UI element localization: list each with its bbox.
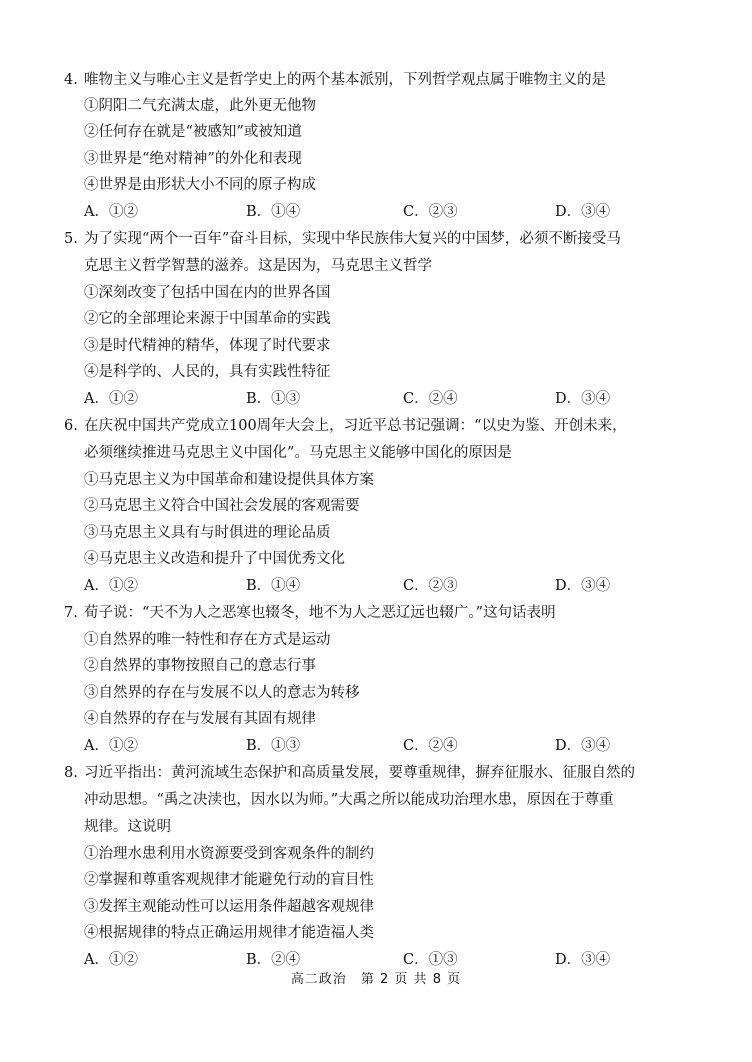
choice-d[interactable]: D．③④ (555, 738, 611, 754)
option-statement: ③马克思主义具有与时俱进的理论品质 (84, 525, 331, 541)
choice-c[interactable]: C．②③ (403, 578, 458, 594)
option-statement: ③自然界的存在与发展不以人的意志为转移 (84, 685, 360, 701)
option-statement: ④根据规律的特点正确运用规律才能造福人类 (84, 925, 374, 941)
answer-choices (0, 389, 752, 409)
option-statement: ③世界是“绝对精神”的外化和表现 (84, 151, 302, 167)
option-statement: ③是时代精神的精华，体现了时代要求 (84, 338, 331, 354)
option-statement: ②自然界的事物按照自己的意志行事 (84, 658, 316, 674)
option-statement: ②任何存在就是“被感知”或被知道 (84, 124, 302, 140)
answer-choices (0, 576, 752, 596)
question-stem-line: 为了实现“两个一百年”奋斗目标，实现中华民族伟大复兴的中国梦，必须不断接受马 (84, 231, 621, 247)
question-stem-line: 规律。这说明 (84, 819, 171, 835)
option-statement: ②掌握和尊重客观规律才能避免行动的盲目性 (84, 872, 374, 888)
choice-b[interactable]: B．①④ (246, 578, 301, 594)
question-stem-line: 克思主义哲学智慧的滋养。这是因为，马克思主义哲学 (84, 258, 432, 274)
question-number: 8. (64, 765, 78, 781)
option-statement: ①自然界的唯一特性和存在方式是运动 (84, 632, 331, 648)
option-statement: ①治理水患利用水资源要受到客观条件的制约 (84, 846, 374, 862)
choice-b[interactable]: B．①③ (246, 738, 301, 754)
question-number: 6. (64, 418, 78, 434)
question-number: 7. (64, 605, 78, 621)
choice-b[interactable]: B．①③ (246, 391, 301, 407)
choice-c[interactable]: C．②④ (403, 738, 458, 754)
choice-b[interactable]: B．②④ (246, 952, 301, 968)
option-statement: ③发挥主观能动性可以运用条件超越客观规律 (84, 899, 374, 915)
choice-a[interactable]: A．①② (84, 738, 138, 754)
question-stem-line: 唯物主义与唯心主义是哲学史上的两个基本派别，下列哲学观点属于唯物主义的是 (84, 72, 606, 88)
question-stem-line: 荀子说：“天不为人之恶寒也辍冬，地不为人之恶辽远也辍广。”这句话表明 (84, 605, 556, 621)
choice-a[interactable]: A．①② (84, 204, 138, 220)
page-footer: 高二政治 第 2 页 共 8 页 (290, 972, 462, 987)
option-statement: ①深刻改变了包括中国在内的世界各国 (84, 285, 331, 301)
question-stem-line: 习近平指出：黄河流域生态保护和高质量发展，要尊重规律，摒弃征服水、征服自然的 (84, 765, 635, 781)
option-statement: ①阴阳二气充满太虚，此外更无他物 (84, 98, 316, 114)
answer-choices (0, 736, 752, 756)
option-statement: ④世界是由形状大小不同的原子构成 (84, 177, 316, 193)
question-stem-line: 在庆祝中国共产党成立100周年大会上，习近平总书记强调：“以史为鉴、开创未来， (84, 418, 627, 434)
option-statement: ②马克思主义符合中国社会发展的客观需要 (84, 498, 360, 514)
question-stem-line: 必须继续推进马克思主义中国化”。马克思主义能够中国化的原因是 (84, 445, 512, 461)
question-stem-line: 冲动思想。“禹之决渎也，因水以为师。”大禹之所以能成功治理水患，原因在于尊重 (84, 792, 614, 808)
answer-choices (0, 950, 752, 970)
choice-a[interactable]: A．①② (84, 391, 138, 407)
choice-a[interactable]: A．①② (84, 952, 138, 968)
answer-choices (0, 202, 752, 222)
choice-d[interactable]: D．③④ (555, 391, 611, 407)
choice-c[interactable]: C．②③ (403, 204, 458, 220)
choice-a[interactable]: A．①② (84, 578, 138, 594)
choice-d[interactable]: D．③④ (555, 952, 611, 968)
choice-c[interactable]: C．②④ (403, 391, 458, 407)
question-number: 4. (64, 72, 78, 88)
option-statement: ④马克思主义改造和提升了中国优秀文化 (84, 551, 345, 567)
option-statement: ②它的全部理论来源于中国革命的实践 (84, 311, 331, 327)
option-statement: ④是科学的、人民的，具有实践性特征 (84, 364, 331, 380)
choice-c[interactable]: C．①③ (403, 952, 458, 968)
option-statement: ④自然界的存在与发展有其固有规律 (84, 711, 316, 727)
choice-d[interactable]: D．③④ (555, 578, 611, 594)
option-statement: ①马克思主义为中国革命和建设提供具体方案 (84, 472, 374, 488)
choice-d[interactable]: D．③④ (555, 204, 611, 220)
choice-b[interactable]: B．①④ (246, 204, 301, 220)
question-number: 5. (64, 231, 78, 247)
